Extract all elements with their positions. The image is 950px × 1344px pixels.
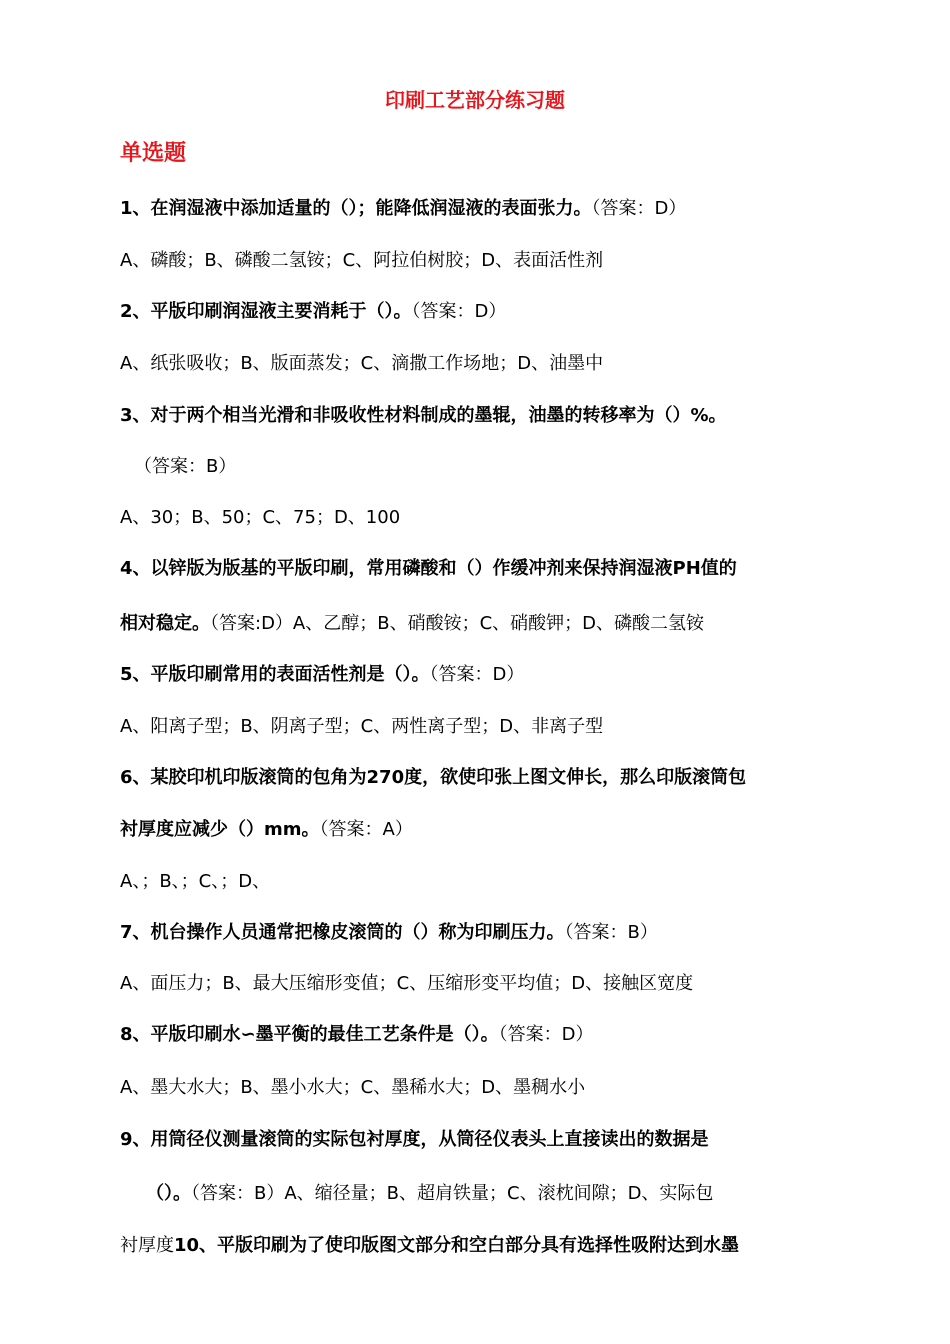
answer-3: （答案：B） (134, 456, 237, 477)
question-6-line-1: 6、某胶印机印版滚筒的包角为270度，欲使印张上图文伸长，那么印版滚筒包 (120, 767, 747, 788)
question-7 (120, 918, 658, 948)
answer-text: （答案：D） (498, 1024, 594, 1045)
options-8: A、墨大水大；B、墨小水大；C、墨稀水大；D、墨稠水小 (120, 1077, 586, 1098)
question-text: 10、平版印刷为了使印版图文部分和空白部分具有选择性吸附达到水墨 (174, 1235, 740, 1256)
question-text: 2、平版印刷润湿液主要消耗于（）。 (120, 301, 412, 322)
answer-and-options: （答案:D）A、乙醇；B、硝酸铵；C、硝酸钾；D、磷酸二氢铵 (210, 613, 705, 634)
question-9-line-1: 9、用筒径仪测量滚筒的实际包衬厚度，从筒径仪表头上直接读出的数据是 (120, 1129, 709, 1150)
section-heading: 单选题 (120, 141, 187, 166)
question-8 (120, 1020, 593, 1050)
answer-text: （答案：D） (411, 301, 507, 322)
question-6-line-2 (120, 815, 413, 845)
options-7: A、面压力；B、最大压缩形变值；C、压缩形变平均值；D、接触区宽度 (120, 973, 694, 994)
question-text: 相对稳定。 (120, 613, 210, 634)
question-text: 8、平版印刷水∽墨平衡的最佳工艺条件是（）。 (120, 1024, 499, 1045)
options-3: A、30；B、50；C、75；D、100 (120, 507, 401, 528)
question-2 (120, 297, 506, 327)
answer-text: （答案：B） (564, 922, 658, 943)
answer-and-options: （答案：B）A、缩径量；B、超肩铁量；C、滚枕间隙；D、实际包 (191, 1183, 714, 1204)
question-3: 3、对于两个相当光滑和非吸收性材料制成的墨辊，油墨的转移率为（）%。 (120, 405, 727, 426)
options-5: A、阳离子型；B、阴离子型；C、两性离子型；D、非离子型 (120, 716, 604, 737)
options-6: A、；B、；C、；D、 (120, 871, 271, 892)
question-text: 7、机台操作人员通常把橡皮滚筒的（）称为印刷压力。 (120, 922, 565, 943)
answer-text: （答案：D） (429, 664, 525, 685)
question-5 (120, 660, 524, 690)
document-title: 印刷工艺部分练习题 (385, 88, 565, 112)
question-10-line-1 (120, 1231, 739, 1261)
continued-text: 衬厚度 (120, 1235, 174, 1256)
question-text: 1、在润湿液中添加适量的（）；能降低润湿液的表面张力。 (120, 198, 592, 219)
question-text: 5、平版印刷常用的表面活性剂是（）。 (120, 664, 430, 685)
question-text: 衬厚度应减少（）mm。 (120, 819, 320, 840)
question-4-line-2 (120, 609, 704, 639)
question-4-line-1: 4、以锌版为版基的平版印刷，常用磷酸和（）作缓冲剂来保持润湿液PH值的 (120, 558, 737, 579)
question-1 (120, 194, 686, 224)
question-text: （）。 (146, 1183, 191, 1204)
answer-text: （答案：D） (591, 198, 687, 219)
question-9-line-2 (146, 1179, 713, 1209)
answer-text: （答案：A） (319, 819, 413, 840)
options-2: A、纸张吸收；B、版面蒸发；C、滴撒工作场地；D、油墨中 (120, 353, 604, 374)
options-1: A、磷酸；B、磷酸二氢铵；C、阿拉伯树胶；D、表面活性剂 (120, 250, 604, 271)
